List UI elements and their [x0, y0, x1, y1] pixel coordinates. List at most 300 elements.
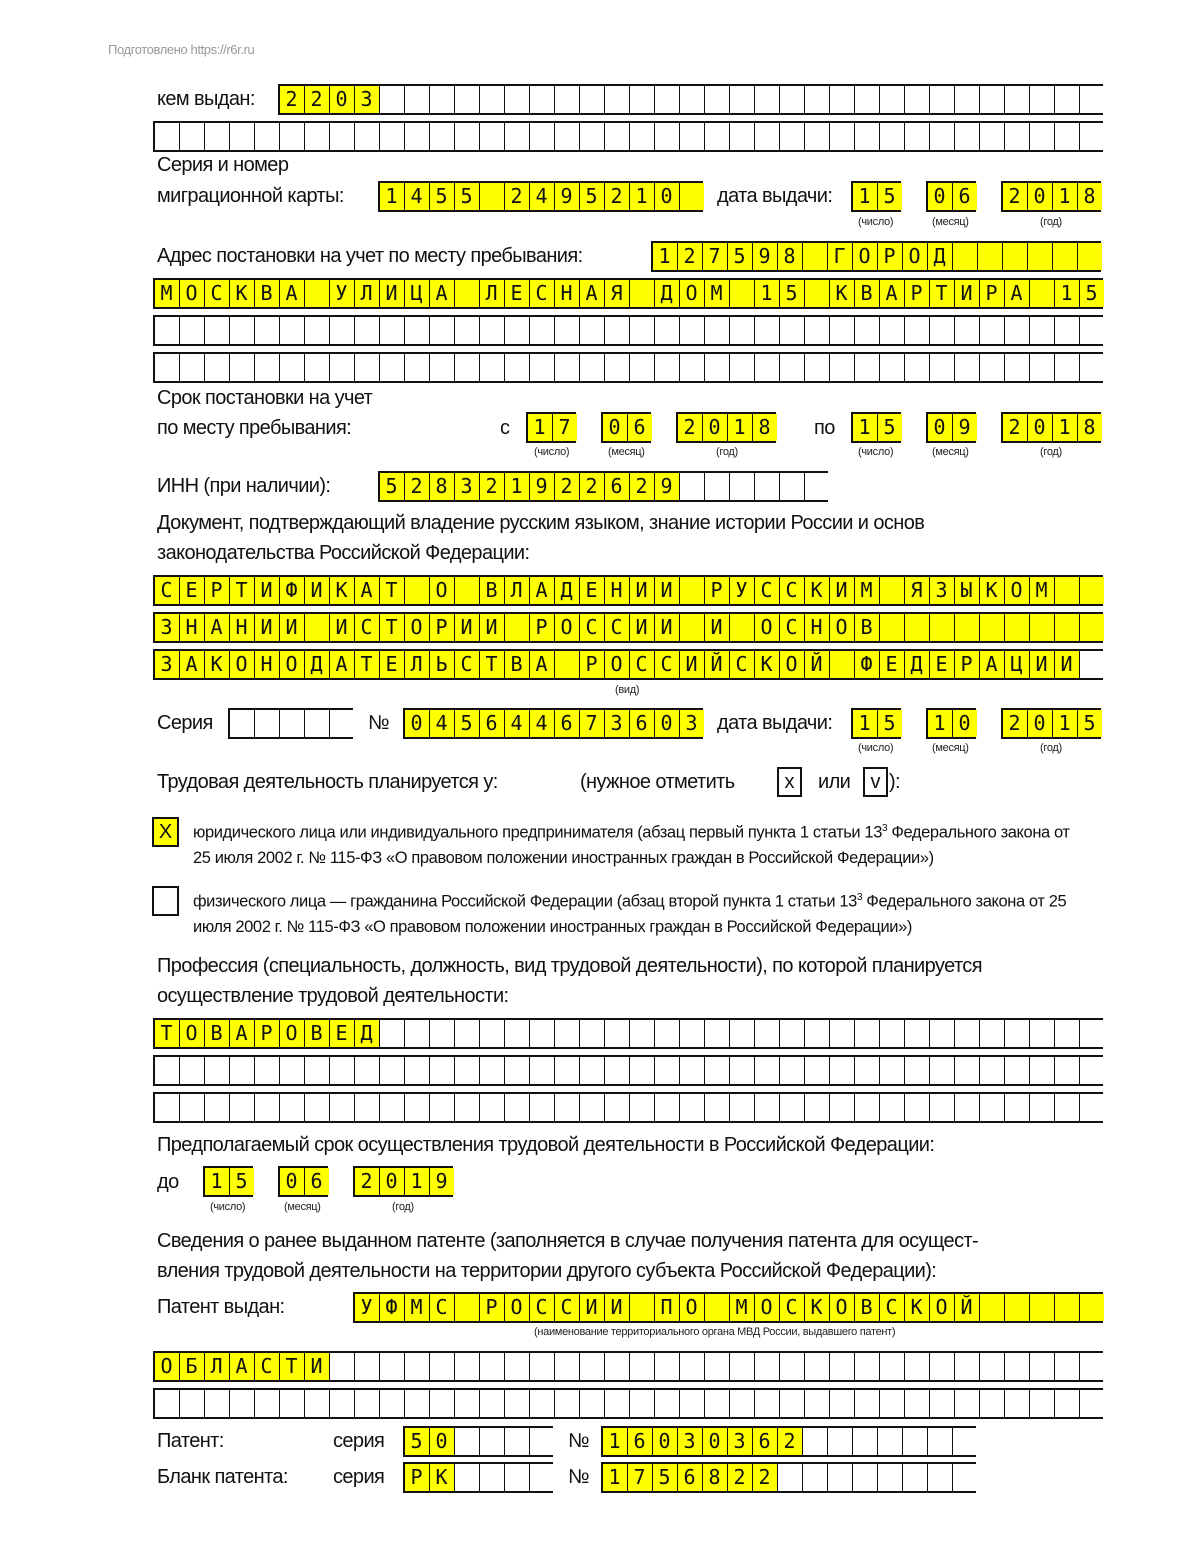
char-cell[interactable]	[454, 354, 479, 381]
char-cell[interactable]	[155, 1094, 179, 1121]
char-cell[interactable]	[1004, 1057, 1029, 1084]
char-cell[interactable]	[804, 123, 829, 150]
char-cell[interactable]	[454, 1020, 479, 1047]
char-cell[interactable]	[879, 123, 904, 150]
char-cell[interactable]	[904, 1020, 929, 1047]
char-cell[interactable]	[653, 243, 677, 270]
char-cell[interactable]	[603, 1428, 627, 1455]
char-cell[interactable]	[604, 1390, 629, 1417]
char-cell[interactable]	[404, 354, 429, 381]
char-cell[interactable]	[554, 86, 579, 113]
char-cell[interactable]	[479, 1020, 504, 1047]
char-cell[interactable]	[329, 651, 354, 678]
char-cell[interactable]	[529, 651, 554, 678]
char-cell[interactable]	[279, 1390, 304, 1417]
char-cell[interactable]	[727, 1464, 752, 1491]
char-cell[interactable]	[504, 1057, 529, 1084]
char-cell[interactable]	[604, 86, 629, 113]
char-cell[interactable]	[529, 473, 554, 500]
char-cell[interactable]	[904, 1057, 929, 1084]
char-cell[interactable]	[902, 1464, 927, 1491]
char-cell[interactable]	[429, 1057, 454, 1084]
patent-issued-field-3[interactable]	[153, 1388, 1103, 1419]
char-cell[interactable]	[629, 1390, 654, 1417]
char-cell[interactable]	[854, 651, 879, 678]
char-cell[interactable]	[329, 577, 354, 604]
char-cell[interactable]	[1054, 1020, 1079, 1047]
char-cell[interactable]	[802, 1428, 827, 1455]
char-cell[interactable]	[1029, 123, 1054, 150]
char-cell[interactable]	[379, 1168, 404, 1195]
char-cell[interactable]	[729, 1057, 754, 1084]
char-cell[interactable]	[754, 1094, 779, 1121]
char-cell[interactable]	[304, 123, 329, 150]
char-cell[interactable]	[679, 317, 704, 344]
char-cell[interactable]	[354, 354, 379, 381]
char-cell[interactable]	[229, 280, 254, 307]
to-year-field[interactable]	[1001, 412, 1109, 443]
char-cell[interactable]	[229, 1094, 254, 1121]
char-cell[interactable]	[1029, 317, 1054, 344]
char-cell[interactable]	[1052, 183, 1077, 210]
char-cell[interactable]	[254, 1020, 279, 1047]
char-cell[interactable]	[704, 123, 729, 150]
char-cell[interactable]	[329, 1057, 354, 1084]
char-cell[interactable]	[729, 354, 754, 381]
char-cell[interactable]	[929, 354, 954, 381]
until-day-field[interactable]	[203, 1166, 261, 1197]
char-cell[interactable]	[1029, 577, 1054, 604]
char-cell[interactable]	[854, 1094, 879, 1121]
char-cell[interactable]	[279, 1057, 304, 1084]
address-field-3[interactable]	[153, 315, 1103, 346]
char-cell[interactable]	[754, 1353, 779, 1380]
char-cell[interactable]	[754, 1294, 779, 1321]
char-cell[interactable]	[654, 86, 679, 113]
char-cell[interactable]	[529, 280, 554, 307]
char-cell[interactable]	[204, 1390, 229, 1417]
char-cell[interactable]	[528, 414, 552, 441]
char-cell[interactable]	[627, 1464, 652, 1491]
until-month-field[interactable]	[278, 1166, 336, 1197]
char-cell[interactable]	[777, 1464, 802, 1491]
char-cell[interactable]	[304, 1390, 329, 1417]
char-cell[interactable]	[1004, 354, 1029, 381]
char-cell[interactable]	[554, 317, 579, 344]
char-cell[interactable]	[629, 86, 654, 113]
char-cell[interactable]	[554, 710, 579, 737]
issued-by-field-1[interactable]	[278, 84, 1103, 115]
char-cell[interactable]	[629, 280, 654, 307]
char-cell[interactable]	[429, 577, 454, 604]
char-cell[interactable]	[1027, 414, 1052, 441]
char-cell[interactable]	[1003, 414, 1027, 441]
char-cell[interactable]	[354, 1094, 379, 1121]
char-cell[interactable]	[454, 1353, 479, 1380]
char-cell[interactable]	[928, 414, 952, 441]
char-cell[interactable]	[779, 280, 804, 307]
char-cell[interactable]	[604, 614, 629, 641]
char-cell[interactable]	[754, 123, 779, 150]
char-cell[interactable]	[704, 473, 729, 500]
char-cell[interactable]	[929, 577, 954, 604]
char-cell[interactable]	[379, 1353, 404, 1380]
char-cell[interactable]	[354, 614, 379, 641]
char-cell[interactable]	[379, 614, 404, 641]
char-cell[interactable]	[829, 1294, 854, 1321]
char-cell[interactable]	[1004, 1294, 1029, 1321]
char-cell[interactable]	[979, 1057, 1004, 1084]
char-cell[interactable]	[629, 1094, 654, 1121]
char-cell[interactable]	[702, 1464, 727, 1491]
char-cell[interactable]	[479, 1094, 504, 1121]
char-cell[interactable]	[579, 1390, 604, 1417]
char-cell[interactable]	[404, 183, 429, 210]
char-cell[interactable]	[954, 1390, 979, 1417]
char-cell[interactable]	[654, 651, 679, 678]
char-cell[interactable]	[704, 577, 729, 604]
char-cell[interactable]	[404, 1294, 429, 1321]
language-doc-field-3[interactable]	[153, 649, 1103, 680]
language-doc-day-field[interactable]	[851, 708, 909, 739]
char-cell[interactable]	[155, 614, 179, 641]
char-cell[interactable]	[579, 354, 604, 381]
char-cell[interactable]	[454, 1464, 479, 1491]
char-cell[interactable]	[579, 280, 604, 307]
char-cell[interactable]	[879, 1353, 904, 1380]
char-cell[interactable]	[629, 473, 654, 500]
char-cell[interactable]	[429, 123, 454, 150]
char-cell[interactable]	[229, 354, 254, 381]
char-cell[interactable]	[779, 1020, 804, 1047]
char-cell[interactable]	[454, 1390, 479, 1417]
char-cell[interactable]	[404, 1353, 429, 1380]
char-cell[interactable]	[804, 1353, 829, 1380]
char-cell[interactable]	[754, 651, 779, 678]
char-cell[interactable]	[852, 243, 877, 270]
char-cell[interactable]	[379, 123, 404, 150]
char-cell[interactable]	[329, 1390, 354, 1417]
char-cell[interactable]	[1079, 123, 1104, 150]
char-cell[interactable]	[279, 651, 304, 678]
char-cell[interactable]	[904, 1390, 929, 1417]
char-cell[interactable]	[504, 280, 529, 307]
char-cell[interactable]	[654, 317, 679, 344]
char-cell[interactable]	[429, 1390, 454, 1417]
address-field-4[interactable]	[153, 352, 1103, 383]
char-cell[interactable]	[280, 1168, 304, 1195]
char-cell[interactable]	[704, 1390, 729, 1417]
char-cell[interactable]	[879, 354, 904, 381]
char-cell[interactable]	[529, 183, 554, 210]
char-cell[interactable]	[279, 614, 304, 641]
char-cell[interactable]	[554, 1020, 579, 1047]
char-cell[interactable]	[429, 280, 454, 307]
char-cell[interactable]	[504, 1464, 529, 1491]
char-cell[interactable]	[1054, 1390, 1079, 1417]
char-cell[interactable]	[379, 651, 404, 678]
char-cell[interactable]	[329, 280, 354, 307]
char-cell[interactable]	[702, 1428, 727, 1455]
char-cell[interactable]	[827, 1428, 852, 1455]
char-cell[interactable]	[429, 651, 454, 678]
char-cell[interactable]	[729, 1390, 754, 1417]
char-cell[interactable]	[155, 651, 179, 678]
char-cell[interactable]	[1029, 1294, 1054, 1321]
char-cell[interactable]	[679, 577, 704, 604]
char-cell[interactable]	[404, 473, 429, 500]
char-cell[interactable]	[954, 1020, 979, 1047]
char-cell[interactable]	[929, 1294, 954, 1321]
char-cell[interactable]	[854, 577, 879, 604]
char-cell[interactable]	[704, 317, 729, 344]
char-cell[interactable]	[979, 1094, 1004, 1121]
char-cell[interactable]	[229, 577, 254, 604]
char-cell[interactable]	[1029, 1057, 1054, 1084]
char-cell[interactable]	[529, 1057, 554, 1084]
char-cell[interactable]	[604, 1020, 629, 1047]
char-cell[interactable]	[729, 1020, 754, 1047]
char-cell[interactable]	[629, 710, 654, 737]
char-cell[interactable]	[779, 614, 804, 641]
char-cell[interactable]	[603, 414, 627, 441]
char-cell[interactable]	[679, 354, 704, 381]
char-cell[interactable]	[1054, 1057, 1079, 1084]
char-cell[interactable]	[827, 1464, 852, 1491]
char-cell[interactable]	[454, 280, 479, 307]
char-cell[interactable]	[804, 1020, 829, 1047]
char-cell[interactable]	[704, 1294, 729, 1321]
char-cell[interactable]	[579, 1094, 604, 1121]
char-cell[interactable]	[304, 1353, 329, 1380]
char-cell[interactable]	[554, 473, 579, 500]
char-cell[interactable]	[904, 123, 929, 150]
char-cell[interactable]	[929, 1094, 954, 1121]
language-doc-series-field[interactable]	[228, 708, 353, 739]
char-cell[interactable]	[454, 1057, 479, 1084]
char-cell[interactable]	[904, 651, 929, 678]
char-cell[interactable]	[904, 280, 929, 307]
char-cell[interactable]	[155, 1390, 179, 1417]
char-cell[interactable]	[405, 1428, 429, 1455]
char-cell[interactable]	[704, 1353, 729, 1380]
char-cell[interactable]	[604, 1294, 629, 1321]
blank-series-field[interactable]	[403, 1462, 553, 1493]
char-cell[interactable]	[779, 123, 804, 150]
char-cell[interactable]	[404, 1168, 429, 1195]
char-cell[interactable]	[804, 1094, 829, 1121]
char-cell[interactable]	[727, 243, 752, 270]
char-cell[interactable]	[679, 651, 704, 678]
char-cell[interactable]	[279, 1020, 304, 1047]
char-cell[interactable]	[529, 86, 554, 113]
char-cell[interactable]	[155, 354, 179, 381]
char-cell[interactable]	[679, 1094, 704, 1121]
char-cell[interactable]	[504, 1294, 529, 1321]
migration-month-field[interactable]	[926, 181, 984, 212]
char-cell[interactable]	[504, 473, 529, 500]
char-cell[interactable]	[804, 317, 829, 344]
char-cell[interactable]	[204, 614, 229, 641]
char-cell[interactable]	[603, 1464, 627, 1491]
char-cell[interactable]	[779, 1353, 804, 1380]
inn-field[interactable]	[378, 471, 828, 502]
char-cell[interactable]	[604, 710, 629, 737]
char-cell[interactable]	[704, 651, 729, 678]
char-cell[interactable]	[579, 614, 604, 641]
char-cell[interactable]	[579, 473, 604, 500]
char-cell[interactable]	[779, 1294, 804, 1321]
char-cell[interactable]	[429, 1020, 454, 1047]
char-cell[interactable]	[604, 280, 629, 307]
char-cell[interactable]	[1054, 1094, 1079, 1121]
char-cell[interactable]	[679, 1020, 704, 1047]
char-cell[interactable]	[479, 651, 504, 678]
char-cell[interactable]	[404, 1094, 429, 1121]
char-cell[interactable]	[504, 577, 529, 604]
char-cell[interactable]	[429, 710, 454, 737]
char-cell[interactable]	[979, 317, 1004, 344]
char-cell[interactable]	[829, 1057, 854, 1084]
char-cell[interactable]	[529, 577, 554, 604]
char-cell[interactable]	[504, 1020, 529, 1047]
char-cell[interactable]	[729, 86, 754, 113]
char-cell[interactable]	[1029, 614, 1054, 641]
char-cell[interactable]	[928, 710, 952, 737]
char-cell[interactable]	[229, 123, 254, 150]
char-cell[interactable]	[979, 1294, 1004, 1321]
language-doc-year-field[interactable]	[1001, 708, 1109, 739]
char-cell[interactable]	[529, 614, 554, 641]
char-cell[interactable]	[454, 1294, 479, 1321]
char-cell[interactable]	[604, 1094, 629, 1121]
char-cell[interactable]	[802, 1464, 827, 1491]
char-cell[interactable]	[479, 1057, 504, 1084]
char-cell[interactable]	[804, 614, 829, 641]
char-cell[interactable]	[429, 1353, 454, 1380]
patent-series-field[interactable]	[403, 1426, 553, 1457]
char-cell[interactable]	[379, 1094, 404, 1121]
char-cell[interactable]	[604, 1057, 629, 1084]
char-cell[interactable]	[654, 1057, 679, 1084]
char-cell[interactable]	[379, 1020, 404, 1047]
char-cell[interactable]	[379, 577, 404, 604]
char-cell[interactable]	[704, 614, 729, 641]
char-cell[interactable]	[304, 710, 329, 737]
char-cell[interactable]	[779, 1057, 804, 1084]
char-cell[interactable]	[654, 577, 679, 604]
char-cell[interactable]	[355, 1294, 379, 1321]
char-cell[interactable]	[1054, 577, 1079, 604]
char-cell[interactable]	[504, 1390, 529, 1417]
char-cell[interactable]	[804, 1057, 829, 1084]
char-cell[interactable]	[254, 710, 279, 737]
char-cell[interactable]	[654, 280, 679, 307]
char-cell[interactable]	[205, 1168, 229, 1195]
char-cell[interactable]	[579, 1057, 604, 1084]
char-cell[interactable]	[554, 354, 579, 381]
char-cell[interactable]	[179, 614, 204, 641]
char-cell[interactable]	[529, 1390, 554, 1417]
char-cell[interactable]	[504, 354, 529, 381]
char-cell[interactable]	[354, 577, 379, 604]
char-cell[interactable]	[279, 354, 304, 381]
char-cell[interactable]	[629, 123, 654, 150]
char-cell[interactable]	[979, 651, 1004, 678]
char-cell[interactable]	[904, 614, 929, 641]
char-cell[interactable]	[754, 577, 779, 604]
char-cell[interactable]	[1004, 1390, 1029, 1417]
char-cell[interactable]	[254, 280, 279, 307]
char-cell[interactable]	[852, 1428, 877, 1455]
char-cell[interactable]	[1029, 1020, 1054, 1047]
char-cell[interactable]	[629, 651, 654, 678]
char-cell[interactable]	[854, 1020, 879, 1047]
char-cell[interactable]	[1029, 651, 1054, 678]
char-cell[interactable]	[604, 183, 629, 210]
char-cell[interactable]	[729, 1094, 754, 1121]
char-cell[interactable]	[204, 1094, 229, 1121]
char-cell[interactable]	[379, 86, 404, 113]
char-cell[interactable]	[704, 1020, 729, 1047]
char-cell[interactable]	[1079, 354, 1104, 381]
char-cell[interactable]	[927, 1464, 952, 1491]
char-cell[interactable]	[679, 1057, 704, 1084]
char-cell[interactable]	[954, 354, 979, 381]
char-cell[interactable]	[927, 1428, 952, 1455]
char-cell[interactable]	[729, 614, 754, 641]
char-cell[interactable]	[1029, 1094, 1054, 1121]
char-cell[interactable]	[279, 1353, 304, 1380]
char-cell[interactable]	[1002, 243, 1027, 270]
char-cell[interactable]	[779, 1390, 804, 1417]
char-cell[interactable]	[729, 651, 754, 678]
char-cell[interactable]	[979, 86, 1004, 113]
char-cell[interactable]	[604, 317, 629, 344]
char-cell[interactable]	[1004, 317, 1029, 344]
char-cell[interactable]	[280, 86, 304, 113]
char-cell[interactable]	[679, 183, 704, 210]
char-cell[interactable]	[279, 577, 304, 604]
char-cell[interactable]	[929, 1390, 954, 1417]
char-cell[interactable]	[329, 614, 354, 641]
char-cell[interactable]	[454, 123, 479, 150]
char-cell[interactable]	[554, 1094, 579, 1121]
char-cell[interactable]	[979, 1020, 1004, 1047]
char-cell[interactable]	[1029, 280, 1054, 307]
char-cell[interactable]	[704, 354, 729, 381]
option-legal-entity-checkbox[interactable]: Х	[152, 817, 179, 847]
char-cell[interactable]	[1027, 243, 1052, 270]
char-cell[interactable]	[479, 280, 504, 307]
char-cell[interactable]	[204, 317, 229, 344]
char-cell[interactable]	[829, 1020, 854, 1047]
char-cell[interactable]	[1004, 1094, 1029, 1121]
char-cell[interactable]	[429, 317, 454, 344]
char-cell[interactable]	[504, 710, 529, 737]
char-cell[interactable]	[204, 123, 229, 150]
char-cell[interactable]	[1077, 183, 1102, 210]
char-cell[interactable]	[429, 1094, 454, 1121]
char-cell[interactable]	[979, 354, 1004, 381]
profession-field-3[interactable]	[153, 1092, 1103, 1123]
char-cell[interactable]	[479, 1464, 504, 1491]
char-cell[interactable]	[254, 317, 279, 344]
char-cell[interactable]	[179, 354, 204, 381]
char-cell[interactable]	[554, 123, 579, 150]
char-cell[interactable]	[380, 473, 404, 500]
char-cell[interactable]	[552, 414, 577, 441]
